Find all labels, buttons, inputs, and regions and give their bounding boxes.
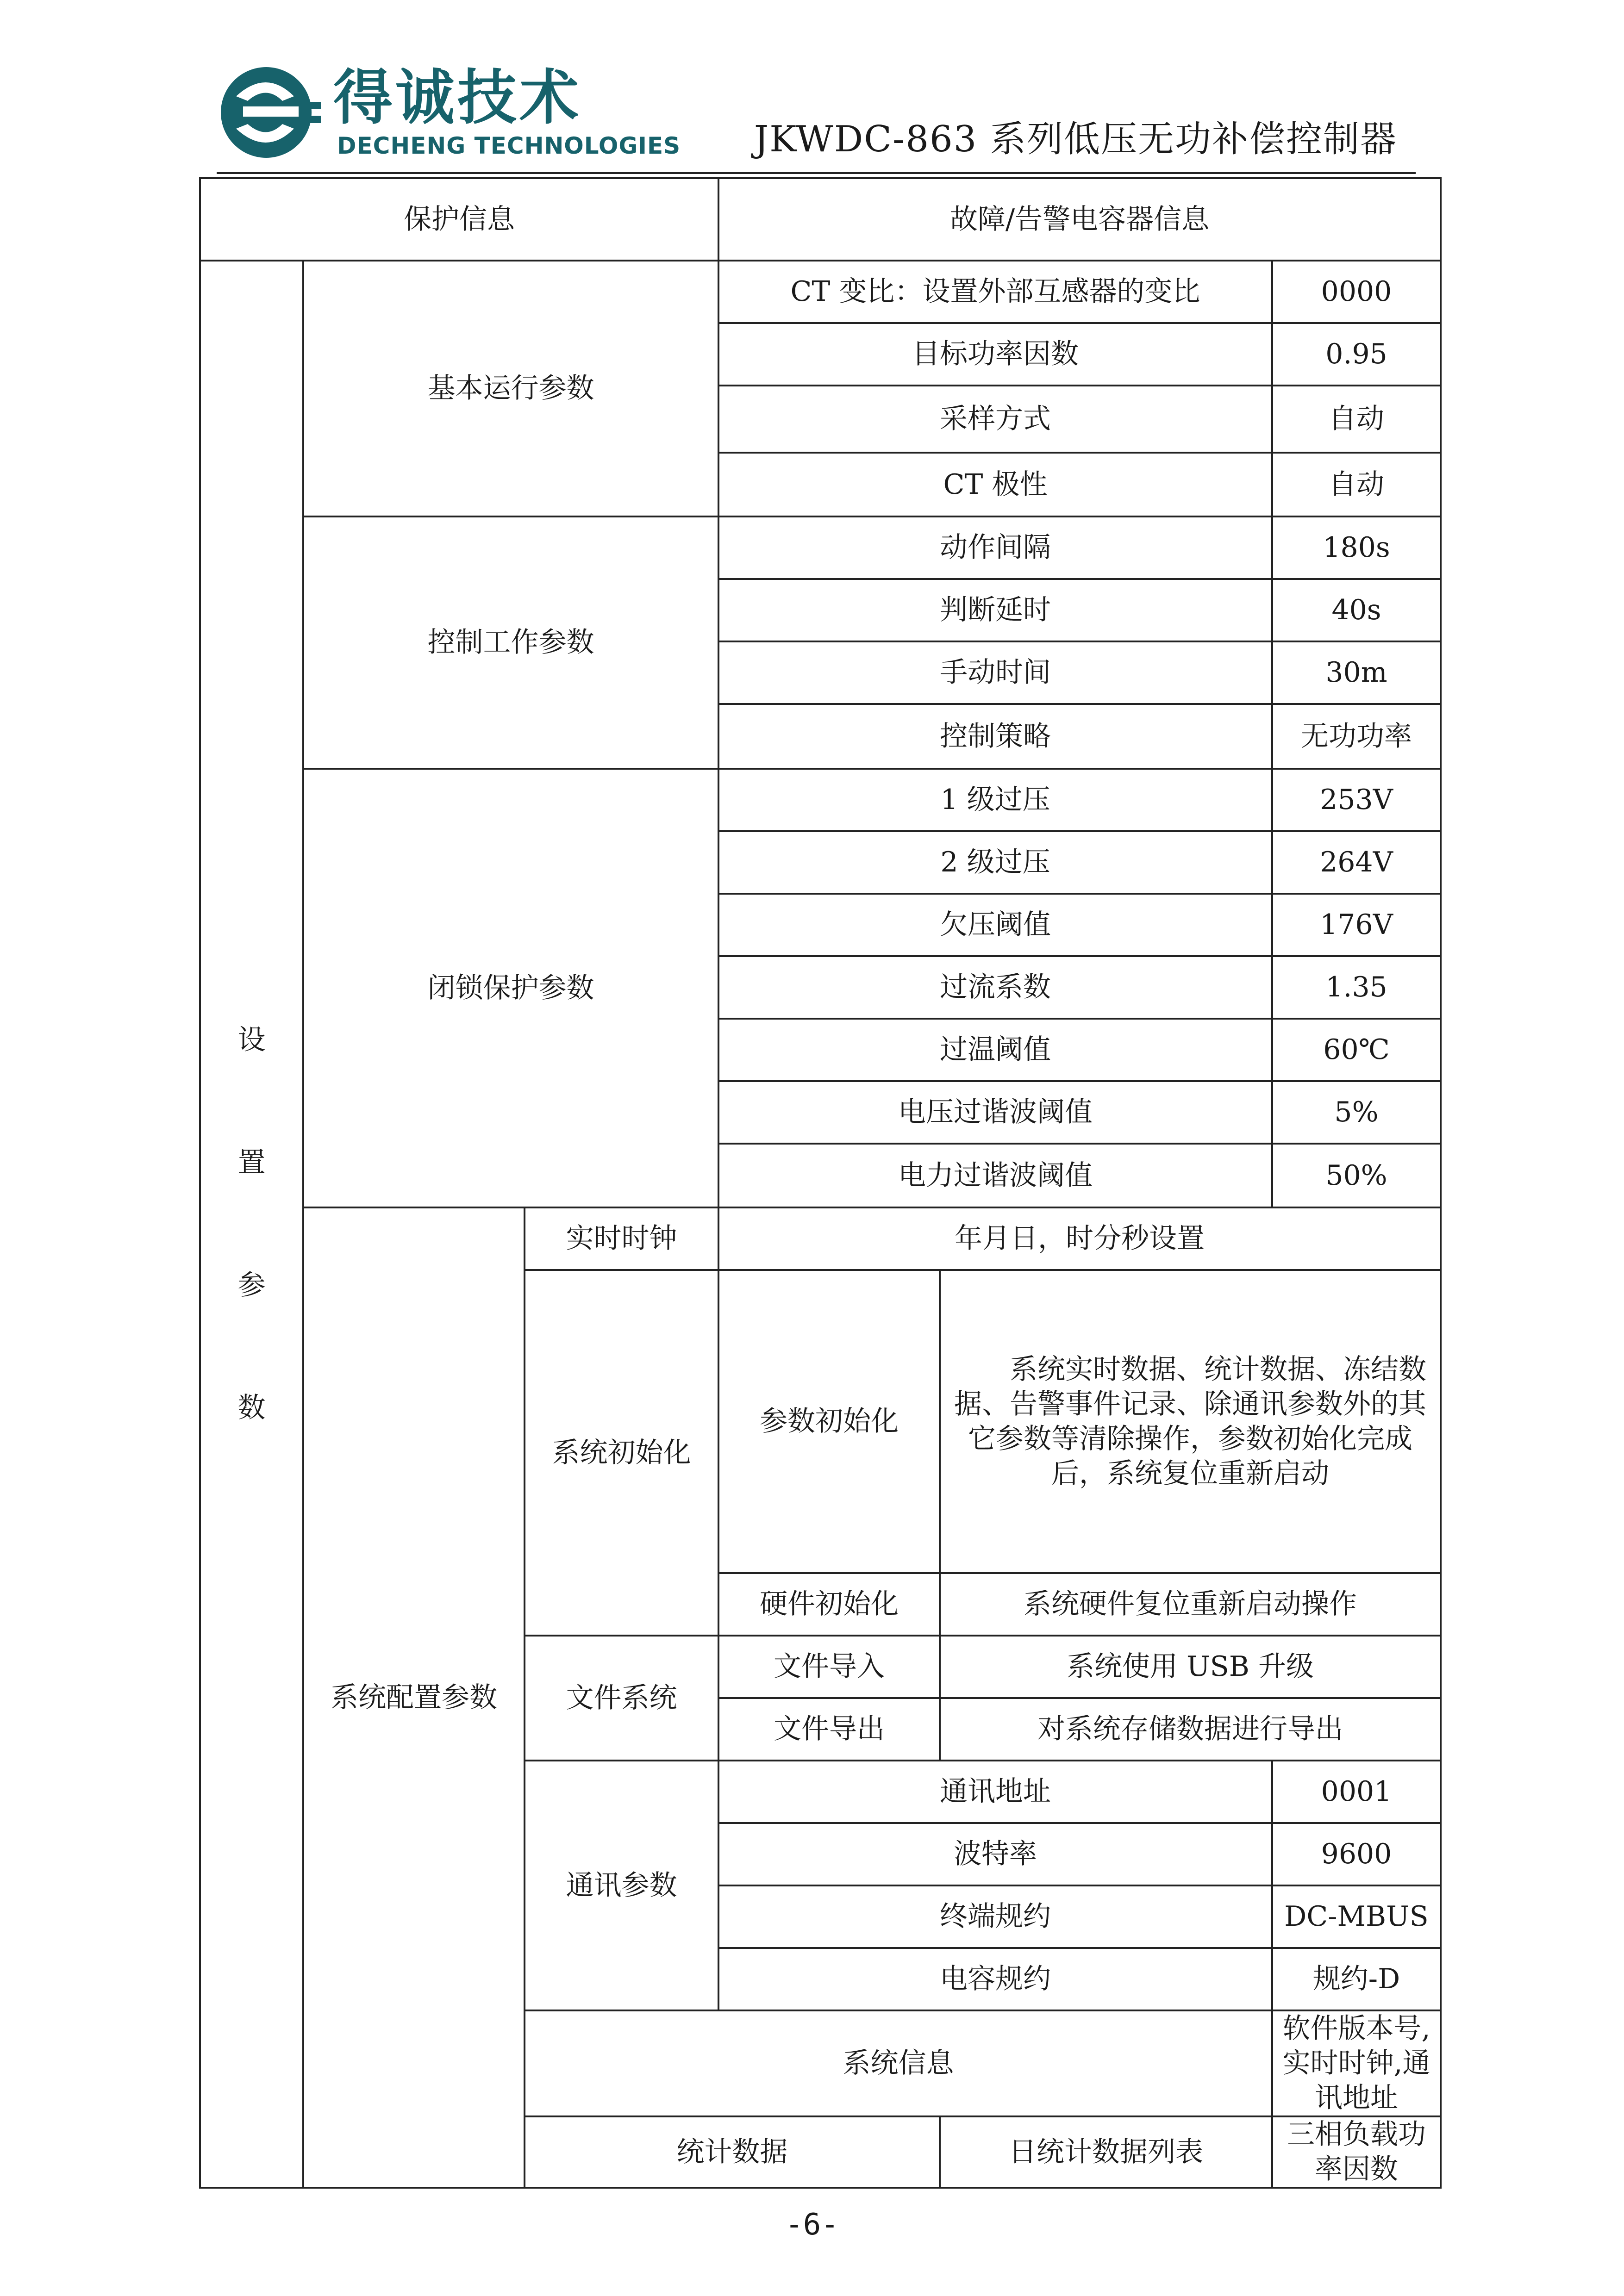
settings-char: 参 [237, 1269, 266, 1301]
param-value: 自动 [1272, 453, 1441, 516]
param-name: 动作间隔 [718, 516, 1272, 579]
param-value: 176V [1272, 894, 1441, 956]
param-name: 控制策略 [718, 704, 1272, 769]
param-name: 终端规约 [718, 1885, 1272, 1948]
param-name: 电压过谐波阈值 [718, 1081, 1272, 1144]
table-row [200, 769, 1441, 831]
hw-init-desc: 系统硬件复位重新启动操作 [940, 1573, 1441, 1636]
param-value: 60℃ [1272, 1019, 1441, 1081]
brand-name-cn: 得诚技术 [333, 63, 582, 132]
settings-char: 数 [237, 1392, 266, 1424]
system-info-label: 系统信息 [525, 2010, 1272, 2116]
param-value: 无功功率 [1272, 704, 1441, 769]
brand-name-en: DECHENG TECHNOLOGIES [337, 132, 681, 159]
param-value: 自动 [1272, 386, 1441, 453]
table-row [200, 261, 1441, 323]
param-name: 通讯地址 [718, 1761, 1272, 1823]
comm-params-label: 通讯参数 [525, 1761, 718, 2010]
file-export-label: 文件导出 [718, 1698, 940, 1761]
file-import-desc: 系统使用 USB 升级 [940, 1636, 1441, 1698]
param-value: 180s [1272, 516, 1441, 579]
param-name: 电容规约 [718, 1948, 1272, 2010]
param-value: 40s [1272, 579, 1441, 641]
document-title: JKWDC-863 系列低压无功补偿控制器 [754, 118, 1397, 160]
param-value: DC-MBUS [1272, 1885, 1441, 1948]
system-config-label: 系统配置参数 [303, 1207, 525, 2188]
basic-params-label: 基本运行参数 [303, 261, 718, 516]
system-init-label: 系统初始化 [525, 1270, 718, 1636]
param-init-label: 参数初始化 [718, 1270, 940, 1573]
file-import-label: 文件导入 [718, 1636, 940, 1698]
header-divider [217, 172, 1416, 174]
param-value: 9600 [1272, 1823, 1441, 1885]
fault-alarm-info-cell: 故障/告警电容器信息 [718, 178, 1441, 261]
param-value: 264V [1272, 831, 1441, 894]
param-value: 30m [1272, 641, 1441, 704]
file-export-desc: 对系统存储数据进行导出 [940, 1698, 1441, 1761]
statistics-label: 统计数据 [525, 2116, 940, 2188]
param-value: 1.35 [1272, 956, 1441, 1019]
control-params-label: 控制工作参数 [303, 516, 718, 769]
param-name: 电力过谐波阈值 [718, 1144, 1272, 1207]
decheng-logo-icon [218, 64, 324, 161]
param-init-text: 系统实时数据、统计数据、冻结数据、告警事件记录、除通讯参数外的其它参数等清除操作，参数初始化完成后，系统复位重新启动 [954, 1353, 1426, 1490]
param-value: 253V [1272, 769, 1441, 831]
table-row [200, 178, 1441, 261]
settings-char: 置 [237, 1146, 266, 1179]
filesystem-label: 文件系统 [525, 1636, 718, 1761]
param-name: CT 变比：设置外部互感器的变比 [718, 261, 1272, 323]
param-name: 手动时间 [718, 641, 1272, 704]
hw-init-label: 硬件初始化 [718, 1573, 940, 1636]
param-name: 判断延时 [718, 579, 1272, 641]
rtc-desc: 年月日，时分秒设置 [718, 1207, 1441, 1270]
protection-info-cell: 保护信息 [200, 178, 718, 261]
param-value: 规约-D [1272, 1948, 1441, 2010]
param-value: 5% [1272, 1081, 1441, 1144]
table-row [200, 516, 1441, 579]
lockout-params-label: 闭锁保护参数 [303, 769, 718, 1207]
param-name: 欠压阈值 [718, 894, 1272, 956]
param-value: 0001 [1272, 1761, 1441, 1823]
daily-stats-label: 日统计数据列表 [940, 2116, 1272, 2188]
param-name: 1 级过压 [718, 769, 1272, 831]
param-name: 2 级过压 [718, 831, 1272, 894]
parameter-table [199, 177, 1442, 2189]
param-name: 过温阈值 [718, 1019, 1272, 1081]
table-row [200, 1207, 1441, 1270]
param-name: 过流系数 [718, 956, 1272, 1019]
param-value: 0.95 [1272, 323, 1441, 386]
param-name: CT 极性 [718, 453, 1272, 516]
param-name: 采样方式 [718, 386, 1272, 453]
page-number: -6- [785, 2208, 839, 2242]
settings-char: 设 [237, 1024, 266, 1056]
param-name: 波特率 [718, 1823, 1272, 1885]
param-value: 0000 [1272, 261, 1441, 323]
system-info-desc: 软件版本号,实时时钟,通讯地址 [1272, 2010, 1441, 2116]
param-name: 目标功率因数 [718, 323, 1272, 386]
param-value: 50% [1272, 1144, 1441, 1207]
statistics-desc: 三相负载功率因数 [1272, 2116, 1441, 2188]
rtc-label: 实时时钟 [525, 1207, 718, 1270]
param-init-desc [940, 1270, 1441, 1573]
settings-params-label [200, 261, 303, 2188]
